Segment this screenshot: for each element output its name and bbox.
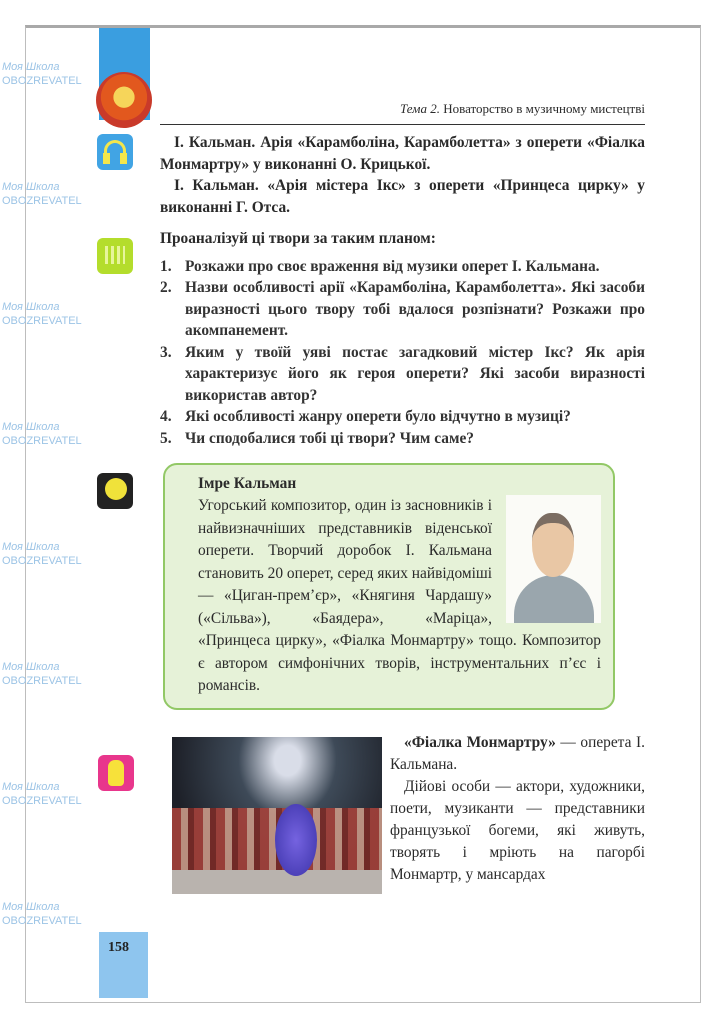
- biography-title: Імре Кальман: [198, 475, 297, 492]
- watermark: Моя Школа OBOZREVATEL: [2, 61, 82, 87]
- analysis-list: [160, 256, 645, 450]
- operetta-section: [160, 732, 645, 894]
- list-item: 4. Які особливості жанру оперети було відчутно в музиці?: [160, 408, 571, 425]
- list-item: 3. Яким у твоїй уяві постає загадковий містер Ікс? Як арія характеризує його як героя оперети? Які засоби виразності використав автор?: [160, 343, 645, 404]
- watermark: Моя Школа OBOZREVATEL: [2, 661, 82, 687]
- operetta-stage-photo: [172, 737, 382, 894]
- watermark: Моя Школа OBOZREVATEL: [2, 301, 82, 327]
- hand-icon: [98, 755, 134, 791]
- watermark: Моя Школа OBOZREVATEL: [2, 421, 82, 447]
- lyre-emblem-icon: [96, 72, 152, 128]
- headphones-icon: [97, 134, 133, 170]
- operetta-text: Дійові особи — актори, художники, поети, музиканти — представники французької богеми, які живуть, творять і мріють на пагорбі Монмартр, у мансардах: [390, 777, 645, 883]
- listen-item-1: І. Кальман. Арія «Карамболіна, Карамболетта» з оперети «Фіалка Монмартру» у виконанні О. Крицької.: [160, 134, 645, 173]
- watermark: Моя Школа OBOZREVATEL: [2, 541, 82, 567]
- listen-item-2: І. Кальман. «Арія містера Ікс» з оперети «Принцеса цирку» у виконанні Г. Отса.: [160, 177, 645, 216]
- running-header: [160, 100, 645, 118]
- analysis-icon: [97, 238, 133, 274]
- page-number: 158: [108, 940, 129, 955]
- list-item: 5. Чи сподобалися тобі ці твори? Чим саме?: [160, 429, 474, 447]
- main-column: [160, 100, 645, 894]
- biography-text: Угорський композитор, один із засновників і найвизначніших представників віденської оперети. Творчий доробок І. Кальмана становить 20 оперет, серед яких найвідоміші — «Циган-прем’єр», «Княгиня Чардашу» («Сільва»), «Баядера», «Маріца», «Принцеса цирку», «Фіалка Монмартру» тощо. Композитор є автором симфонічних творів, інструментальних п’єс і романсів.: [198, 497, 601, 694]
- header-rule: [160, 124, 645, 125]
- watermark: Моя Школа OBOZREVATEL: [2, 181, 82, 207]
- watermark: Моя Школа OBOZREVATEL: [2, 901, 82, 927]
- analysis-heading: Проаналізуй ці твори за таким планом:: [160, 230, 436, 247]
- operetta-description: [390, 732, 645, 894]
- watermark: Моя Школа OBOZREVATEL: [2, 781, 82, 807]
- biography-text-wrap: [198, 495, 601, 698]
- theme-title: Новаторство в музичному мистецтві: [443, 101, 645, 116]
- theme-label: Тема 2.: [399, 101, 440, 116]
- list-item: 2. Назви особливості арії «Карамболіна, Карамболетта». Які засоби виразності цього твору тобі вдалося розпізнати? Розкажи про акомпанемент.: [160, 279, 645, 339]
- composer-portrait: [506, 495, 601, 623]
- list-item: 1. Розкажи про своє враження від музики оперет І. Кальмана.: [160, 257, 600, 275]
- operetta-title: «Фіалка Монмартру»: [404, 733, 556, 751]
- info-icon: [97, 473, 133, 509]
- operetta-subtitle: — оперета І. Кальмана.: [390, 733, 645, 773]
- biography-box: [163, 463, 615, 710]
